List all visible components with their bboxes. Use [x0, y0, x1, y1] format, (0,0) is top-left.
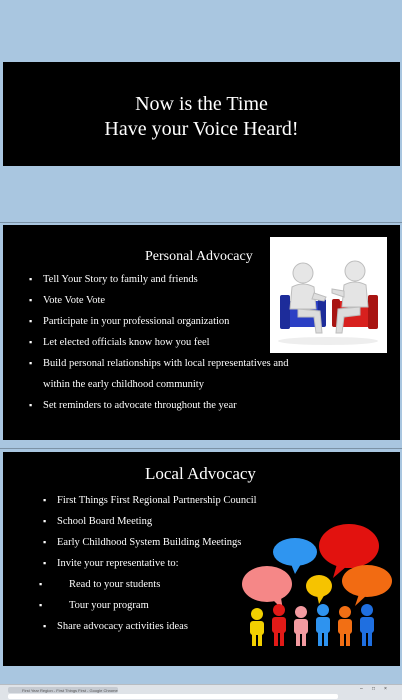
bullet-list [29, 269, 289, 416]
title-line-2: Have your Voice Heard! [104, 118, 299, 140]
bullet-icon: ▪ [29, 295, 33, 305]
bullet-icon: ▪ [43, 537, 47, 547]
slide-divider [0, 448, 402, 449]
slide-heading: Local Advocacy [145, 464, 256, 483]
bullet-icon: ▪ [29, 358, 33, 368]
list-item: ▪ Vote Vote Vote [29, 290, 289, 311]
bullet-icon: ▪ [39, 600, 43, 610]
bullet-icon: ▪ [29, 400, 33, 410]
list-item: ▪ Read to your students [43, 574, 257, 595]
list-item: ▪ Build personal relationships with local representatives and [29, 353, 289, 374]
people-row [250, 604, 374, 646]
bullet-icon: ▪ [29, 316, 33, 326]
bullet-icon: ▪ [43, 495, 47, 505]
title-slide [3, 62, 400, 166]
bullet-icon: ▪ [39, 579, 43, 589]
local-advocacy-slide [3, 452, 400, 666]
title-line-1: Now is the Time [135, 93, 268, 115]
list-item: ▪ Early Childhood System Building Meetings [43, 532, 257, 553]
bullet-icon: ▪ [29, 337, 33, 347]
browser-tab[interactable] [8, 687, 118, 693]
bullet-icon: ▪ [43, 558, 47, 568]
list-item: ▪ Let elected officials know how you feel [29, 332, 289, 353]
list-item: ▪ Invite your representative to: [43, 553, 257, 574]
list-item: ▪ Tour your program [43, 595, 257, 616]
conversation-illustration [270, 237, 387, 353]
list-item: ▪ First Things First Regional Partnership Council [43, 490, 257, 511]
list-item: ▪ Set reminders to advocate throughout the year [29, 395, 289, 416]
list-item: ▪ Tell Your Story to family and friends [29, 269, 289, 290]
bullet-icon: ▪ [29, 274, 33, 284]
close-icon[interactable]: × [384, 686, 387, 692]
personal-advocacy-slide [3, 225, 400, 440]
maximize-icon[interactable]: □ [372, 686, 376, 692]
address-bar[interactable] [8, 694, 338, 699]
slide-heading: Personal Advocacy [145, 249, 253, 264]
bullet-list [39, 490, 257, 637]
list-item: ▪ School Board Meeting [43, 511, 257, 532]
list-item-continuation: within the early childhood community [43, 379, 204, 390]
list-item: ▪ Participate in your professional organization [29, 311, 289, 332]
minimize-icon[interactable]: – [360, 686, 363, 692]
browser-window-bar [0, 684, 402, 700]
slide-divider [0, 222, 402, 223]
browser-tab-title: First Year Region - First Things First - Google Chrome [22, 688, 118, 693]
two-people-talking-image [270, 237, 387, 353]
bullet-icon: ▪ [43, 516, 47, 526]
list-item: ▪ Share advocacy activities ideas [43, 616, 257, 637]
bullet-icon: ▪ [43, 621, 47, 631]
slide-title [3, 92, 400, 142]
speech-bubbles-people-image [239, 522, 397, 652]
